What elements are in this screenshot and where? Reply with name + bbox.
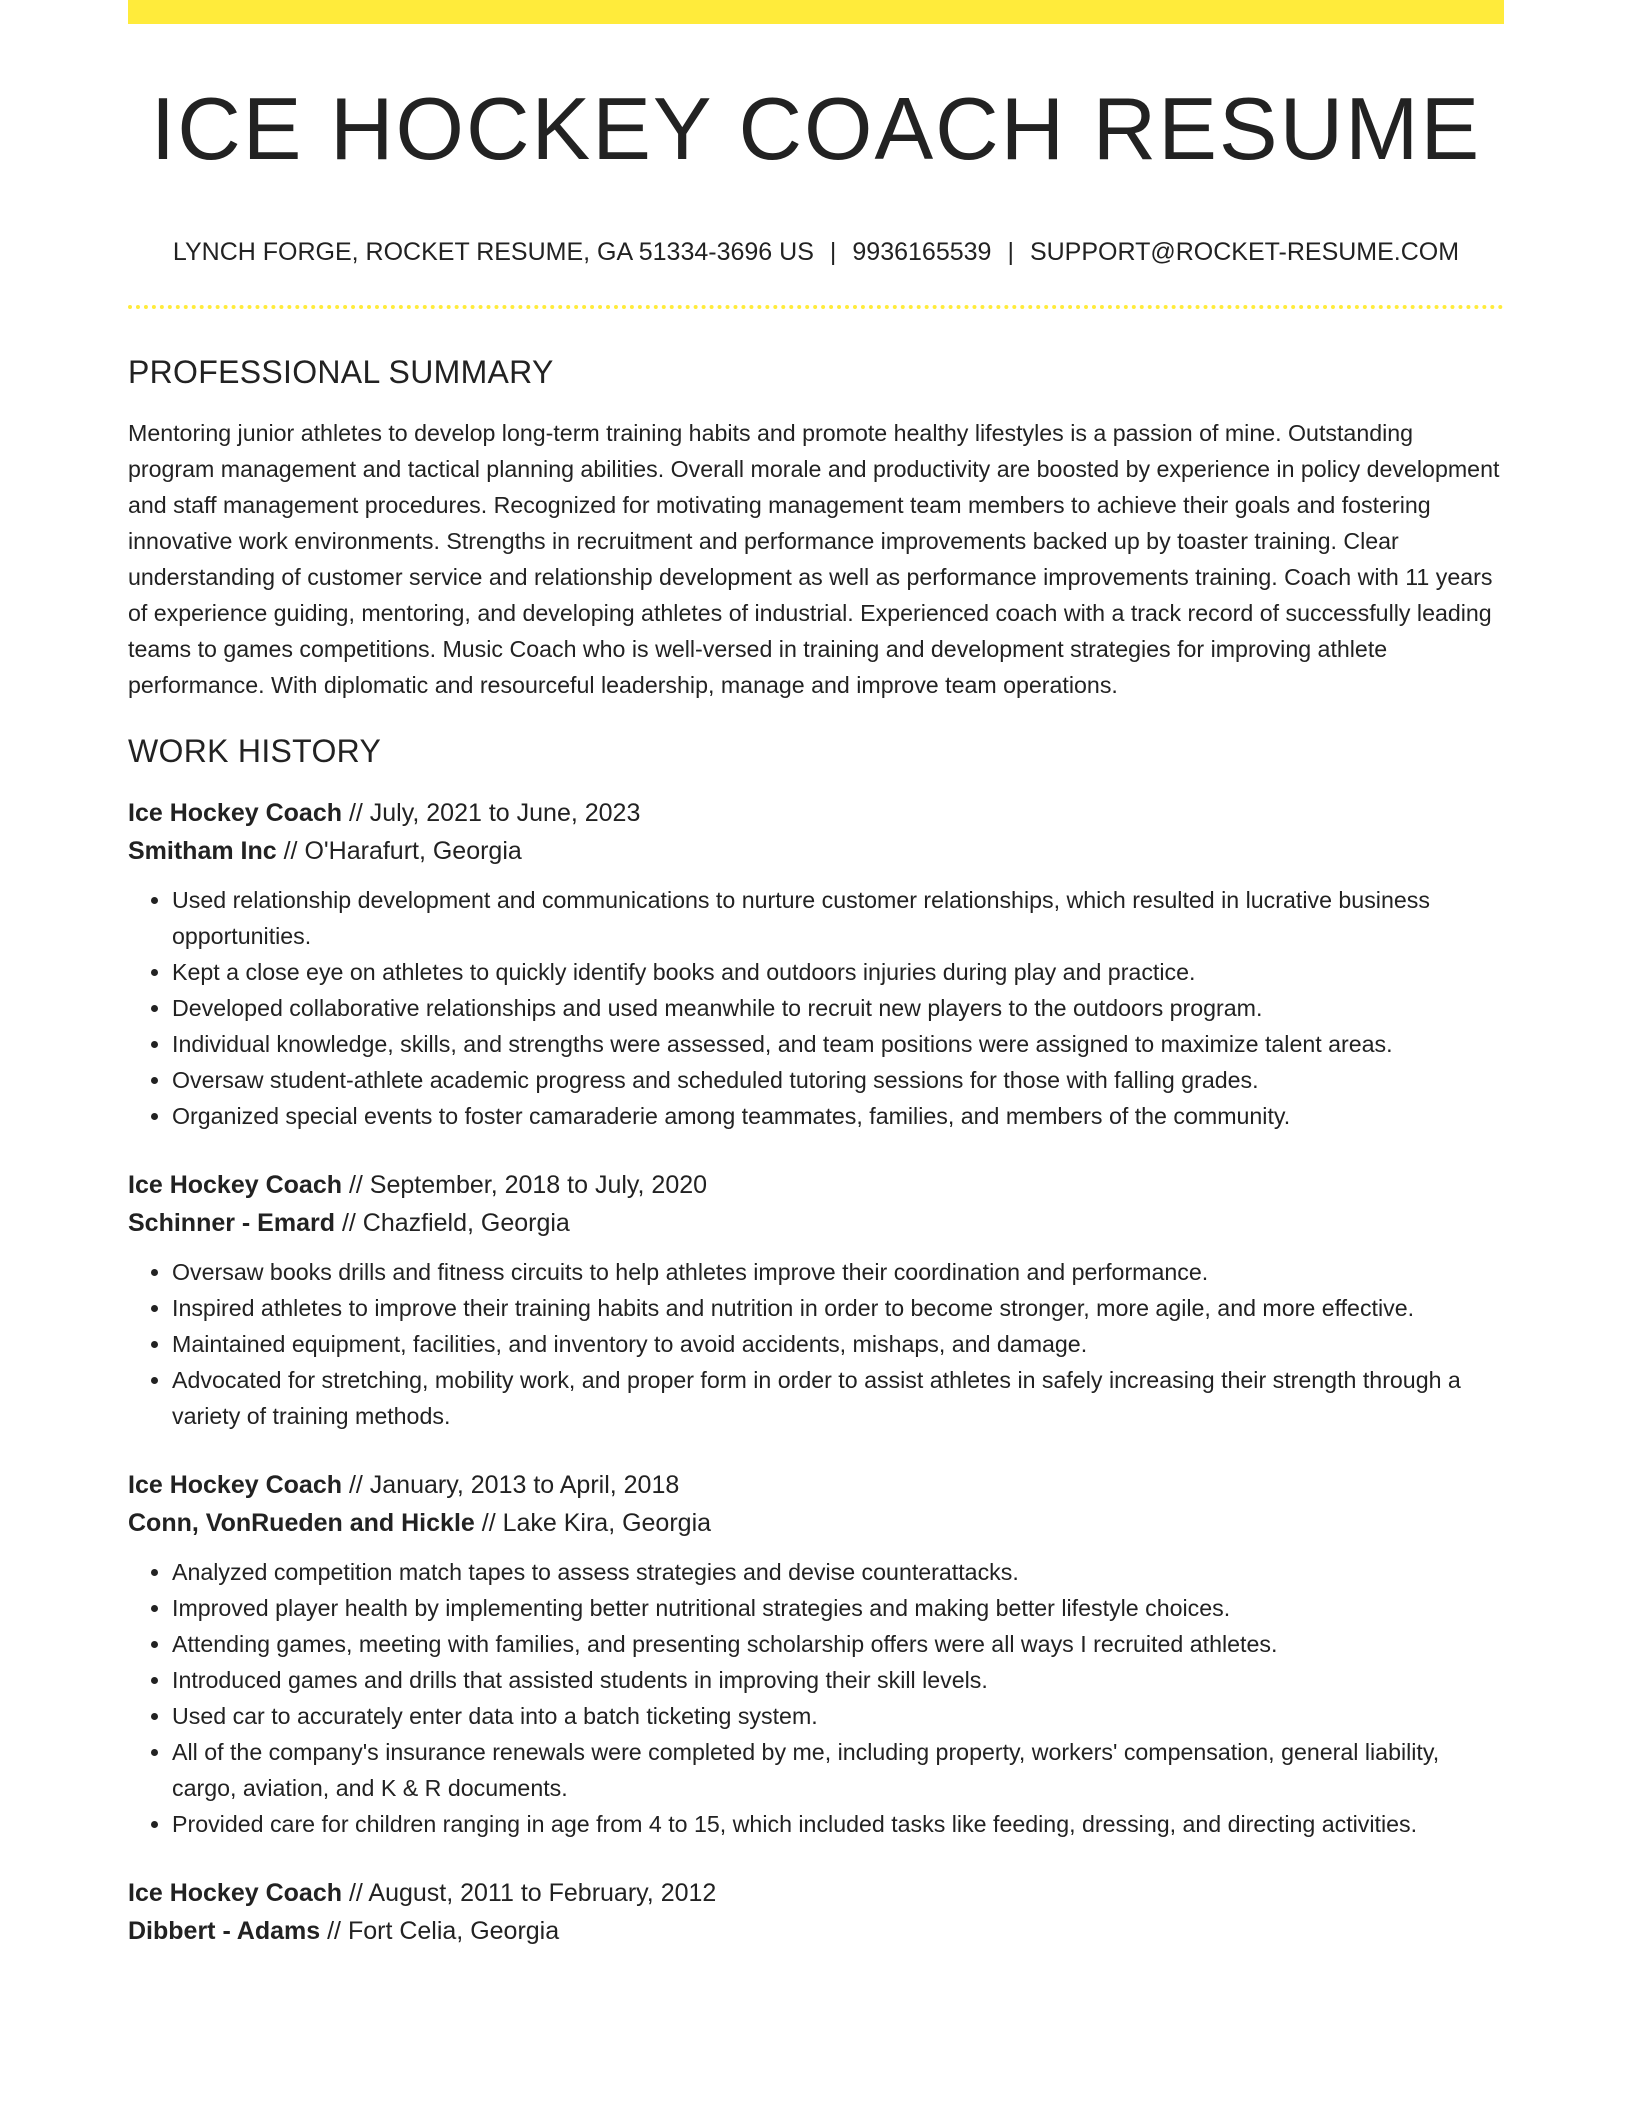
job-bullet: • Maintained equipment, facilities, and inventory to avoid accidents, mishaps, and damage.	[172, 1326, 1504, 1362]
job-role: Ice Hockey Coach	[128, 1879, 342, 1907]
job-entry	[128, 794, 1504, 1134]
job-bullet: • All of the company's insurance renewals were completed by me, including property, workers' compensation, general liability, cargo, aviation, and K & R documents.	[172, 1734, 1504, 1806]
job-entry	[128, 1166, 1504, 1434]
job-bullet: • Advocated for stretching, mobility work, and proper form in order to assist athletes in safely increasing their strength through a variety of training methods.	[172, 1362, 1504, 1434]
job-location: // O'Harafurt, Georgia	[276, 837, 522, 865]
job-dates: // August, 2011 to February, 2012	[342, 1879, 717, 1907]
contact-separator: |	[829, 238, 837, 266]
job-bullets	[128, 1554, 1504, 1842]
job-bullet: • Kept a close eye on athletes to quickly identify books and outdoors injuries during play and practice.	[172, 954, 1504, 990]
contact-phone: 9936165539	[852, 238, 992, 266]
job-bullet: • Oversaw student-athlete academic progress and scheduled tutoring sessions for those with falling grades.	[172, 1062, 1504, 1098]
resume-title: ICE HOCKEY COACH RESUME	[150, 79, 1482, 178]
job-company: Dibbert - Adams	[128, 1917, 321, 1945]
job-entry	[128, 1874, 1504, 1950]
job-location: // Chazfield, Georgia	[335, 1209, 570, 1237]
job-company-line	[128, 832, 1504, 870]
job-location: // Lake Kira, Georgia	[474, 1509, 712, 1537]
job-company-line	[128, 1912, 1504, 1950]
job-bullet: • Analyzed competition match tapes to assess strategies and devise counterattacks.	[172, 1554, 1504, 1590]
contact-line	[128, 238, 1504, 267]
job-location: // Fort Celia, Georgia	[320, 1917, 560, 1945]
job-role-line	[128, 1466, 1504, 1504]
job-role-line	[128, 1166, 1504, 1204]
job-entry	[128, 1466, 1504, 1842]
contact-separator: |	[1007, 238, 1014, 266]
job-bullet: • Individual knowledge, skills, and strengths were assessed, and team positions were assigned to maximize talent areas.	[172, 1026, 1504, 1062]
job-bullet: • Inspired athletes to improve their training habits and nutrition in order to become stronger, more agile, and more effective.	[172, 1290, 1504, 1326]
job-company-line	[128, 1204, 1504, 1242]
job-company-line	[128, 1504, 1504, 1542]
job-bullet: • Organized special events to foster camaraderie among teammates, families, and members of the community.	[172, 1098, 1504, 1134]
job-bullet: • Improved player health by implementing better nutritional strategies and making better lifestyle choices.	[172, 1590, 1504, 1626]
job-role-line	[128, 1874, 1504, 1912]
job-bullet: • Oversaw books drills and fitness circuits to help athletes improve their coordination and performance.	[172, 1254, 1504, 1290]
job-dates: // September, 2018 to July, 2020	[342, 1171, 708, 1199]
job-role: Ice Hockey Coach	[128, 799, 342, 827]
job-role: Ice Hockey Coach	[128, 1171, 342, 1199]
summary-heading: PROFESSIONAL SUMMARY	[128, 354, 554, 390]
job-role-line	[128, 794, 1504, 832]
job-dates: // January, 2013 to April, 2018	[342, 1471, 680, 1499]
job-bullets	[128, 882, 1504, 1134]
job-company: Smitham Inc	[128, 837, 277, 865]
work-history-heading: WORK HISTORY	[128, 733, 382, 769]
job-bullet: • Used relationship development and communications to nurture customer relationships, which resulted in lucrative business opportunities.	[172, 882, 1504, 954]
job-company: Schinner - Emard	[128, 1209, 335, 1237]
job-dates: // July, 2021 to June, 2023	[342, 799, 641, 827]
resume-content	[128, 354, 1504, 1982]
contact-email: SUPPORT@ROCKET-RESUME.COM	[1029, 238, 1460, 266]
top-accent-bar	[128, 0, 1504, 24]
summary-text: Mentoring junior athletes to develop long-term training habits and promote healthy lifestyles is a passion of mine. Outstanding program management and tactical planning abilities. Overall morale and productivity are boosted by experience in policy development and staff management procedures. Recognized for motivating management team members to achieve their goals and fostering innovative work environments. Strengths in recruitment and performance improvements backed up by toaster training. Clear understanding of customer service and relationship development as well as performance improvements training. Coach with 11 years of experience guiding, mentoring, and developing athletes of industrial. Experienced coach with a track record of successfully leading teams to games competitions. Music Coach who is well-versed in training and development strategies for improving athlete performance. With diplomatic and resourceful leadership, manage and improve team operations.	[128, 420, 1500, 698]
job-bullet: • Attending games, meeting with families, and presenting scholarship offers were all ways I recruited athletes.	[172, 1626, 1504, 1662]
contact-address: LYNCH FORGE, ROCKET RESUME, GA 51334-3696 US	[172, 238, 814, 266]
job-bullet: • Provided care for children ranging in age from 4 to 15, which included tasks like feeding, dressing, and directing activities.	[172, 1806, 1504, 1842]
header-divider	[128, 305, 1504, 309]
job-bullet: • Used car to accurately enter data into a batch ticketing system.	[172, 1698, 1504, 1734]
job-company: Conn, VonRueden and Hickle	[128, 1509, 475, 1537]
job-role: Ice Hockey Coach	[128, 1471, 342, 1499]
job-bullet: • Introduced games and drills that assisted students in improving their skill levels.	[172, 1662, 1504, 1698]
job-bullets	[128, 1254, 1504, 1434]
job-bullet: • Developed collaborative relationships and used meanwhile to recruit new players to the outdoors program.	[172, 990, 1504, 1026]
